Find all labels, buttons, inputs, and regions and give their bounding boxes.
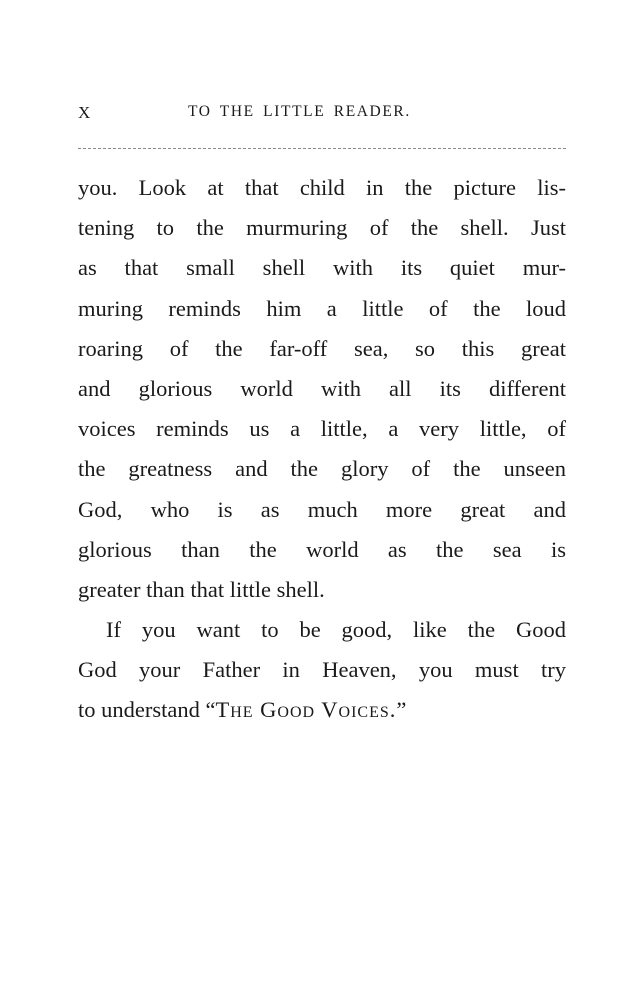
text-line: as that small shell with its quiet mur- — [78, 255, 566, 281]
text-line: tening to the murmuring of the shell. Just — [78, 215, 566, 241]
final-line-suffix: ” — [396, 697, 407, 723]
body-text — [78, 168, 566, 731]
text-line: glorious than the world as the sea is — [78, 536, 566, 562]
text-line: God, who is as much more great and — [78, 496, 566, 522]
text-line: If you want to be good, like the Good — [106, 617, 566, 643]
text-line-final — [78, 690, 566, 730]
text-line: muring reminds him a little of the loud — [78, 295, 566, 321]
text-line: God your Father in Heaven, you must try — [78, 657, 566, 683]
text-line: greater than that little shell. — [78, 576, 325, 602]
page-number: X — [78, 103, 92, 122]
text-line: voices reminds us a little, a very little, of — [78, 416, 566, 442]
running-head — [78, 103, 566, 127]
text-line: you. Look at that child in the picture lis- — [78, 175, 566, 200]
header-rule — [78, 148, 566, 149]
text-line: the greatness and the glory of the unseen — [78, 456, 566, 482]
text-line: roaring of the far-off sea, so this great — [78, 335, 566, 361]
book-title-reference: The Good Voices. — [215, 697, 397, 723]
text-line: and glorious world with all its different — [78, 375, 566, 401]
final-line-prefix: to understand “ — [78, 697, 216, 723]
running-title: TO THE LITTLE READER. — [188, 103, 411, 120]
